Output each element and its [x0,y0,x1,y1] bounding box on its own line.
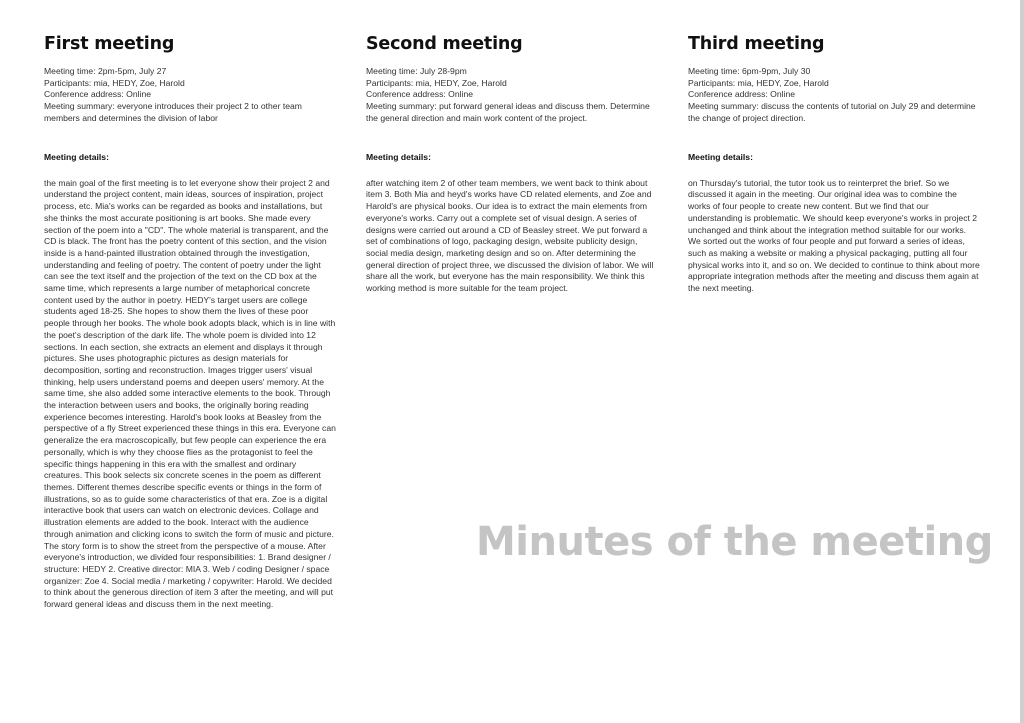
meeting-details-text: on Thursday's tutorial, the tutor took us to reinterpret the brief. So we discussed it again in the meeting. Our original idea was to combine the works of four people to create new content. But we find that our understanding is problematic. We should keep everyone's works in project 2 unchanged and think about the integration method suitable for our works. We sorted out the works of four people and put forward a series of ideas, such as making a website or making a physical packaging, putting all four physical works into it, and so on. We decided to continue to think about more appropriate integration methods after the meeting and discuss them again at the next meeting. [688,177,980,294]
meeting-title: Second meeting [366,34,523,54]
meeting-conference-address: Conference address: Online [688,89,796,100]
meeting-title: First meeting [44,34,175,54]
meeting-column-second [366,33,658,295]
meeting-time: Meeting time: 6pm-9pm, July 30 [688,66,811,76]
meeting-participants: Participants: mia, HEDY, Zoe, Harold [366,77,507,88]
meeting-summary: Meeting summary: put forward general ideas and discuss them. Determine the general direction and main work content of the project. [366,101,650,123]
meeting-info [688,66,980,126]
document-title-watermark: Minutes of the meeting [476,519,993,565]
meeting-participants: Participants: mia, HEDY, Zoe, Harold [44,77,185,88]
meeting-details-label: Meeting details: [366,152,431,162]
meeting-summary: Meeting summary: discuss the contents of tutorial on July 29 and determine the change of project direction. [688,101,976,123]
meeting-participants: Participants: mia, HEDY, Zoe, Harold [688,77,829,88]
meeting-details-text: the main goal of the first meeting is to let everyone show their project 2 and understand the project content, main ideas, sources of inspiration, project process, etc. Mia's works can be regarded as books and installations, but she thinks the most accurate positioning is art books. She made every section of the poem into a "CD". The whole material is transparent, and the CD is black. The front has the poetry content of this section, and the vision inside is a hand-painted illustration obtained through the investigation, understanding and feeling of poetry. The content of poetry under the light can see the text itself and the projection of the text on the CD box at the same time, which represents a large number of metaphorical concrete content used by the author in poetry. HEDY's target users are college students aged 18-25. She hopes to show them the lives of these poor people through her books. The whole book adopts black, which is in line with the poet's description of the dark life. The whole poem is divided into 12 sections. In each section, she extracts an element and displays it through pictures. She uses photographic pictures as design materials for decomposition, sorting and reconstruction. Images trigger users' visual thinking, help users understand poems and deepen users' memory. At the same time, she also added some interactive elements to the book. Through the interaction between users and books, the originally boring reading experience becomes interesting. Harold's book looks at Beasley from the perspective of a fly Street experienced these things in this era. Everyone can generalize the era macroscopically, but few people can experience the era personally, which is why they choose flies as the protagonist to feel the specific things happening in this era with the smallest and ordinary creatures. This book selects six concrete scenes in the poem as different themes. Different themes describe specific events or things in the form of illustrations, so as to guide some characteristics of that era. Zoe is a digital interactive book that users can watch on electronic devices. Collage and illustration elements are added to the book. Interact with the audience through animation and clicking icons to switch the form of music and picture. The story form is to show the street from the perspective of a mouse. After everyone's introduction, we divided four responsibilities: 1. Brand designer / structure: HEDY 2. Creative director: MIA 3. Web / coding Designer / space organizer: Zoe 4. Social media / marketing / copywriter: Harold. We decided to think about the generous direction of item 3 after the meeting, and will put forward general ideas and discuss them in the next meeting. [44,177,336,610]
meeting-time: Meeting time: 2pm-5pm, July 27 [44,66,167,76]
meeting-details-label: Meeting details: [688,152,753,162]
meeting-time: Meeting time: July 28-9pm [366,66,467,76]
meeting-info [44,66,336,126]
meeting-details-label: Meeting details: [44,152,109,162]
meeting-conference-address: Conference address: Online [366,89,474,100]
meeting-column-third [688,33,980,295]
meeting-info [366,66,658,126]
meeting-conference-address: Conference address: Online [44,89,152,100]
meeting-title: Third meeting [688,34,825,54]
page-edge [1020,0,1024,723]
meeting-column-first [44,33,336,611]
meeting-details-text: after watching item 2 of other team members, we went back to think about item 3. Both Mia and heyd's works have CD related elements, and Zoe and Harold's are physical books. Our idea is to extract the main elements from everyone's works. Carry out a complete set of visual design. A series of designs were carried out around a CD of Beasley street. We put forward a set of combinations of logo, packaging design, website publicity design, social media design, marketing design and so on. After determining the general direction of project three, we discussed the division of labor. We will share all the work, but everyone has the main responsibility. We think this working method is more suitable for the team project. [366,177,654,294]
meeting-summary: Meeting summary: everyone introduces their project 2 to other team members and determines the division of labor [44,101,302,123]
